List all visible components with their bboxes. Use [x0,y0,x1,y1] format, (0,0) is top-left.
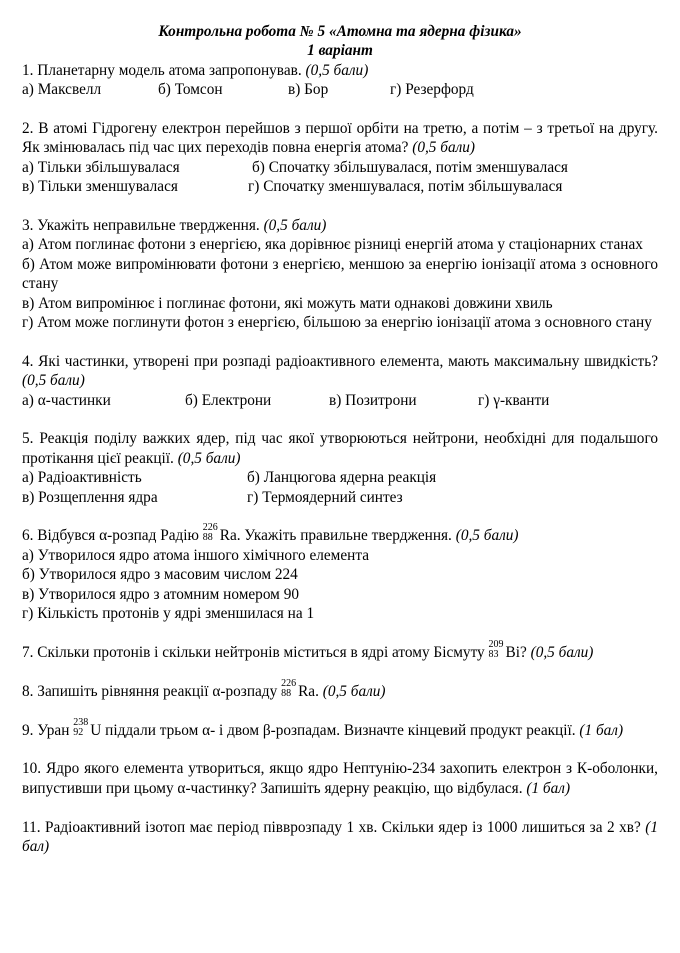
question-2 [22,119,658,158]
nuclide-bi-209 [488,638,520,662]
option-b: б) Томсон [158,81,223,99]
points-label: (0,5 бали) [305,61,369,79]
question-1 [22,61,658,80]
mass-number: 226 [281,677,297,689]
points-label: (0,5 бали) [322,682,386,700]
question-3 [22,216,658,235]
points-label: (0,5 бали) [263,217,327,235]
nuclide-ra-226 [281,677,316,701]
element-symbol: Bi [505,643,520,661]
atomic-number: 92 [73,726,84,738]
options-row [22,158,658,177]
option-b: б) Спочатку збільшувалася, потім зменшувалася [252,158,568,176]
question-text: 3. Укажіть неправильне твердження. [22,217,260,235]
question-9 [22,716,658,740]
question-text: 11. Радіоактивний ізотоп має період півврозпаду 1 хв. Скільки ядер із 1000 лишиться за 2 хв? [22,818,641,836]
points-label: (1 бал) [526,779,571,797]
question-text: 10. Ядро якого елемента утвориться, якщо ядро Нептунію-234 захопить електрон з К-оболонки, випустивши при цьому α-частинку? Запишіть ядерну реакцію, що відбулася. [22,760,658,797]
option-a: а) Радіоактивність [22,469,142,487]
question-text-cont: ? [519,643,527,661]
option-d: г) Термоядерний синтез [247,488,403,506]
nuclide-u-238 [73,716,102,740]
option-c: в) Атом випромінює і поглинає фотони, які можуть мати однакові довжини хвиль [22,294,553,312]
question-text-cont: . Укажіть правильне твердження. [236,527,452,545]
atomic-number: 88 [202,532,213,544]
options-row [22,391,658,410]
question-text: 6. Відбувся α-розпад Радію [22,527,199,545]
nuclide-ra-226 [202,522,237,545]
points-label: (0,5 бали) [455,527,519,545]
question-7 [22,638,658,662]
question-6 [22,522,658,545]
question-text: 9. Уран [22,721,70,739]
question-text: 8. Запишіть рівняння реакції α-розпаду [22,682,278,700]
option-a: а) α-частинки [22,391,111,409]
points-label: (1 бал) [22,818,658,855]
question-8 [22,677,658,701]
option-b: б) Електрони [185,391,272,409]
variant-label: 1 варіант [307,42,373,60]
question-text-cont: піддали трьом α- і двом β-розпадам. Визначте кінцевий продукт реакції. [105,721,576,739]
points-label: (0,5 бали) [177,449,241,467]
option-d: г) Резерфорд [390,81,474,99]
question-text: 5. Реакція поділу важких ядер, під час якої утворюються нейтрони, необхідні для подальшого протікання цієї реакції. [22,430,658,467]
points-label: (0,5 бали) [530,643,594,661]
element-symbol: U [90,721,102,739]
question-text: 2. В атомі Гідрогену електрон перейшов з першої орбіти на третю, а потім – з третьої на другу. Як змінювалась під час цих переходів повна енергія атома? [22,120,658,157]
question-text: 1. Планетарну модель атома запропонував. [22,61,302,79]
option-a: а) Тільки збільшувалася [22,158,180,176]
question-text: 4. Які частинки, утворені при розпаді радіоактивного елемента, мають максимальну швидкість? [22,352,658,370]
option-d: г) Кількість протонів у ядрі зменшилася на 1 [22,605,315,623]
option-d: г) Атом може поглинути фотон з енергією, більшою за енергію іонізації атома з основного стану [22,314,652,332]
points-label: (1 бал) [579,721,624,739]
test-sheet [22,22,658,856]
question-4 [22,352,658,391]
option-b: б) Утворилося ядро з масовим числом 224 [22,566,298,584]
option-c: в) Бор [288,81,329,99]
question-5 [22,429,658,468]
option-b: б) Атом може випромінювати фотони з енергією, меншою за енергію іонізації атома з основного стану [22,255,658,293]
question-10 [22,759,658,798]
mass-number: 226 [202,522,218,534]
options-row [22,488,658,507]
atomic-number: 88 [281,687,292,699]
points-label: (0,5 бали) [412,139,476,157]
options-row [22,468,658,487]
element-symbol: Ra [219,527,237,545]
page-title: Контрольна робота № 5 «Атомна та ядерна фізика» [158,23,522,40]
options-row [22,80,658,99]
question-11 [22,818,658,857]
option-c: в) Позитрони [329,391,417,409]
option-b: б) Ланцюгова ядерна реакція [247,469,437,487]
option-c: в) Тільки зменшувалася [22,178,178,196]
question-text: 7. Скільки протонів і скільки нейтронів міститься в ядрі атому Бісмуту [22,643,485,661]
option-d: г) γ-кванти [478,391,550,409]
element-symbol: Ra [298,682,316,700]
option-a: а) Утворилося ядро атома іншого хімічного елемента [22,546,369,564]
option-a: а) Максвелл [22,81,102,99]
mass-number: 238 [73,716,89,728]
option-c: в) Утворилося ядро з атомним номером 90 [22,585,299,603]
points-label: (0,5 бали) [22,372,85,390]
option-d: г) Спочатку зменшувалася, потім збільшувалася [248,178,563,196]
option-a: а) Атом поглинає фотони з енергією, яка дорівнює різниці енергій атома у стаціонарних станах [22,236,643,254]
atomic-number: 83 [488,648,499,660]
options-row [22,177,658,196]
mass-number: 209 [488,638,504,650]
question-text-cont: . [315,682,319,700]
option-c: в) Розщеплення ядра [22,488,158,506]
